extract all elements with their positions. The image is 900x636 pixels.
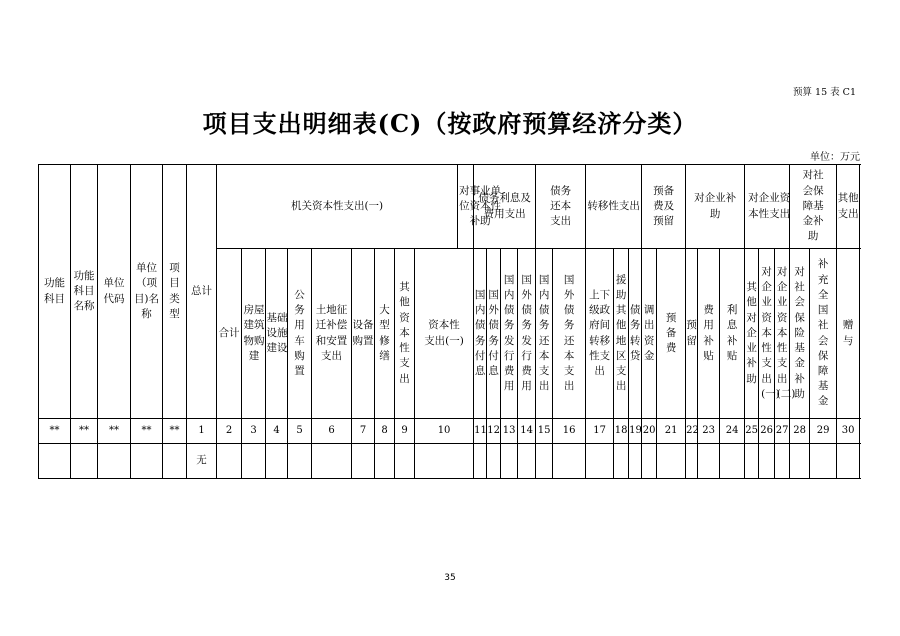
expenditure-table: [38, 164, 860, 479]
header-c9: 其他资本性支出: [395, 249, 415, 419]
header-unit-code: 单位代码: [98, 165, 131, 419]
header-c8: 大型修缮: [375, 249, 395, 419]
header-c28: 对社会保险基金补助: [790, 249, 810, 419]
table-row: [39, 444, 860, 479]
table-cell: 27: [775, 419, 790, 444]
header-c2: 合计: [217, 249, 242, 419]
table-cell: 23: [698, 419, 720, 444]
header-group-reserve: 预备费及预留: [642, 165, 686, 249]
header-c15: 国内债务还本支出: [536, 249, 553, 419]
header-c27: 对企业资本性支出(二): [775, 249, 790, 419]
column-number-row: [39, 419, 860, 444]
table-cell: **: [71, 419, 98, 444]
table-cell: **: [131, 419, 163, 444]
table-cell: 29: [810, 419, 837, 444]
header-group-other: 其他支出: [837, 165, 860, 249]
header-unit-name: 单位（项目)名称: [131, 165, 163, 419]
table-cell: 6: [312, 419, 352, 444]
table-cell: 13: [501, 419, 518, 444]
header-c11: 国内债务付息: [474, 249, 487, 419]
header-c13: 国内债务发行费用: [501, 249, 518, 419]
table-cell: 22: [686, 419, 698, 444]
header-c4: 基础设施建设: [266, 249, 288, 419]
header-subject-code: 功能科目: [39, 165, 71, 419]
header-c7: 设备购置: [352, 249, 375, 419]
table-cell: 28: [790, 419, 810, 444]
header-c14: 国外债务发行费用: [518, 249, 536, 419]
header-c21: 预备费: [657, 249, 686, 419]
header-total: 总计: [187, 165, 217, 419]
page-title: 项目支出明细表(C)（按政府预算经济分类）: [202, 109, 698, 138]
header-c29: 补充全国社会保障基金: [810, 249, 837, 419]
header-c6: 土地征迁补偿和安置支出: [312, 249, 352, 419]
page-number: 35: [444, 573, 456, 583]
table-cell: 15: [536, 419, 553, 444]
header-c20: 调出资金: [642, 249, 657, 419]
header-c22: 预留: [686, 249, 698, 419]
table-cell: 17: [586, 419, 614, 444]
header-c25: 其他对企业补助: [745, 249, 759, 419]
table-cell: 12: [487, 419, 501, 444]
header-group-institution-subsidy: 对事业单位资本性补助: [458, 165, 474, 249]
header-c5: 公务用车购置: [288, 249, 312, 419]
table-cell: 18: [614, 419, 629, 444]
table-cell: 25: [745, 419, 759, 444]
table-cell: **: [39, 419, 71, 444]
table-cell: 26: [759, 419, 775, 444]
header-c16: 国外债务还本支出: [553, 249, 586, 419]
unit-label: 单位：万元: [810, 152, 860, 163]
total-cell: 无: [187, 444, 217, 479]
header-group-enterprise-capital: 对企业资本性支出: [745, 165, 790, 249]
header-group-capital: 机关资本性支出(一): [217, 165, 458, 249]
table-cell: 5: [288, 419, 312, 444]
header-item-type: 项目类型: [163, 165, 187, 419]
table-cell: **: [163, 419, 187, 444]
header-c30: 赠与: [837, 249, 860, 419]
form-code: 预算 15 表 C1: [793, 87, 856, 98]
table-cell: 30: [837, 419, 860, 444]
header-c19: 债务转贷: [629, 249, 642, 419]
header-c10: 资本性支出(一): [415, 249, 474, 419]
table-cell: 20: [642, 419, 657, 444]
header-group-transfer: 转移性支出: [586, 165, 642, 249]
table-cell: 1: [187, 419, 217, 444]
header-c12: 国外债务付息: [487, 249, 501, 419]
table-cell: 9: [395, 419, 415, 444]
table-cell: 3: [242, 419, 266, 444]
header-group-enterprise-subsidy: 对企业补助: [686, 165, 745, 249]
table-cell: 19: [629, 419, 642, 444]
table-cell: **: [98, 419, 131, 444]
table-cell: 7: [352, 419, 375, 444]
header-c26: 对企业资本性支出(一): [759, 249, 775, 419]
table-cell: 21: [657, 419, 686, 444]
table-cell: 10: [415, 419, 474, 444]
header-group-social-security: 对社会保障基金补助: [790, 165, 837, 249]
table-cell: 24: [720, 419, 745, 444]
header-c23: 费用补贴: [698, 249, 720, 419]
table-cell: 16: [553, 419, 586, 444]
header-c3: 房屋建筑物购建: [242, 249, 266, 419]
header-subject-name: 功能科目名称: [71, 165, 98, 419]
table-cell: 4: [266, 419, 288, 444]
header-c24: 利息补贴: [720, 249, 745, 419]
table-cell: 2: [217, 419, 242, 444]
table-cell: 11: [474, 419, 487, 444]
header-group-debt-interest: 债务利息及费用支出: [474, 165, 536, 249]
table-cell: 8: [375, 419, 395, 444]
header-group-debt-principal: 债务还本支出: [536, 165, 586, 249]
table-cell: 14: [518, 419, 536, 444]
header-c18: 援助其他地区支出: [614, 249, 629, 419]
header-c17: 上下级政府间转移性支出: [586, 249, 614, 419]
